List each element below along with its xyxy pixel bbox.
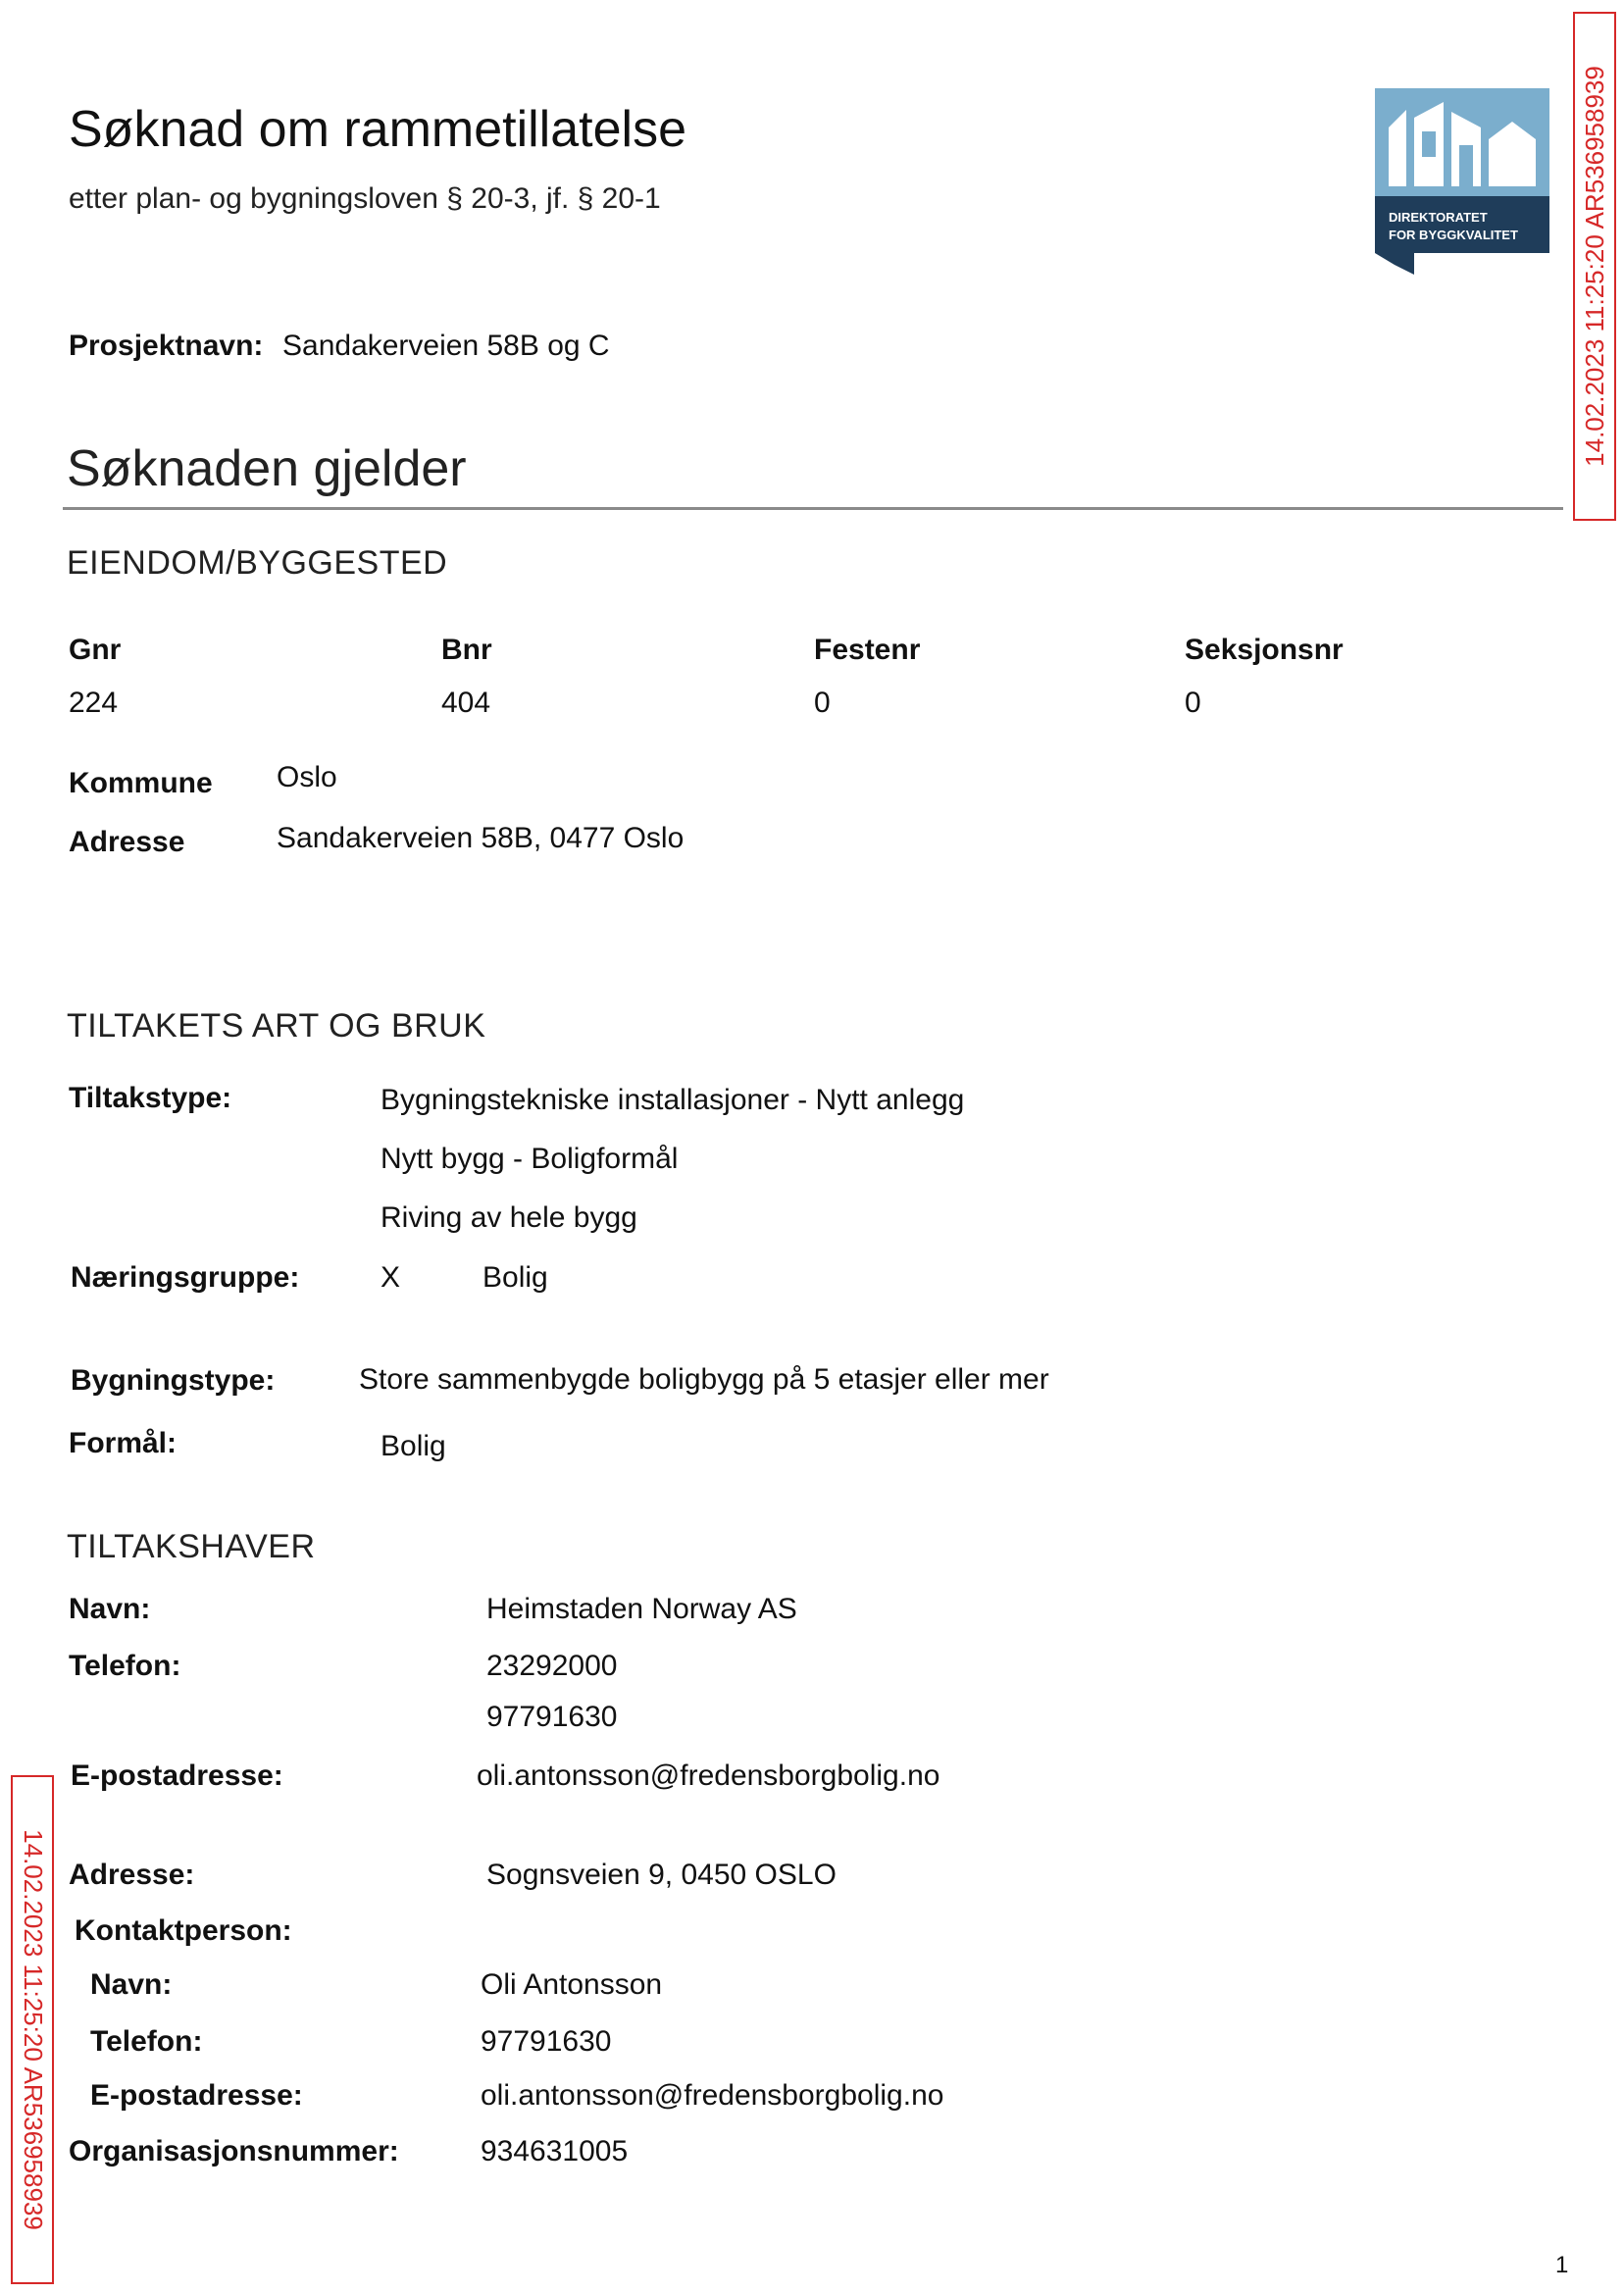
seksjonsnr-label: Seksjonsnr (1185, 634, 1344, 666)
orgnr-label: Organisasjonsnummer: (69, 2135, 399, 2167)
kontakt-telefon-value: 97791630 (481, 2025, 612, 2058)
document-title: Søknad om rammetillatelse (69, 101, 686, 158)
bnr-label: Bnr (441, 634, 492, 666)
telefon-value-1: 23292000 (486, 1650, 618, 1682)
epost-label: E-postadresse: (71, 1759, 283, 1792)
kontakt-epost-label: E-postadresse: (90, 2079, 303, 2112)
logo-line2: FOR BYGGKVALITET (1389, 228, 1518, 242)
tiltakstype-value-3: Riving av hele bygg (381, 1201, 637, 1234)
kommune-label: Kommune (69, 767, 213, 799)
project-value: Sandakerveien 58B og C (282, 330, 610, 362)
epost-value: oli.antonsson@fredensborgbolig.no (477, 1759, 940, 1792)
project-label: Prosjektnavn: (69, 330, 264, 362)
timestamp-stamp-top (1573, 12, 1616, 521)
kontaktperson-label: Kontaktperson: (75, 1914, 292, 1947)
logo-line1: DIREKTORATET (1389, 210, 1488, 225)
dibk-logo (1375, 88, 1549, 275)
tiltakshaver-heading: TILTAKSHAVER (67, 1528, 316, 1565)
telefon-value-2: 97791630 (486, 1701, 618, 1733)
section-heading: Søknaden gjelder (67, 440, 467, 497)
eiendom-heading: EIENDOM/BYGGESTED (67, 544, 448, 582)
adresse-label: Adresse (69, 826, 185, 858)
festenr-label: Festenr (814, 634, 921, 666)
tiltakstype-label: Tiltakstype: (69, 1082, 232, 1114)
bygningstype-label: Bygningstype: (71, 1364, 276, 1397)
gnr-value: 224 (69, 687, 119, 719)
formaal-value: Bolig (381, 1430, 446, 1462)
kontakt-navn-value: Oli Antonsson (481, 1968, 663, 2001)
page-number: 1 (1555, 2252, 1569, 2278)
tiltakstype-value-2: Nytt bygg - Boligformål (381, 1143, 679, 1175)
bnr-value: 404 (441, 687, 491, 719)
telefon-label: Telefon: (69, 1650, 181, 1682)
kontakt-telefon-label: Telefon: (90, 2025, 203, 2058)
seksjonsnr-value: 0 (1185, 687, 1201, 719)
stamp-text: 14.02.2023 11:25:20 AR536958939 (1579, 66, 1609, 467)
tiltakstype-value-1: Bygningstekniske installasjoner - Nytt anlegg (381, 1084, 965, 1116)
dibk-logo-graphic (1375, 88, 1549, 275)
naeringsgruppe-label: Næringsgruppe: (71, 1261, 300, 1294)
th-adresse-label: Adresse: (69, 1859, 195, 1891)
navn-value: Heimstaden Norway AS (486, 1593, 797, 1625)
tiltak-heading: TILTAKETS ART OG BRUK (67, 1007, 486, 1045)
th-adresse-value: Sognsveien 9, 0450 OSLO (486, 1859, 837, 1891)
adresse-value: Sandakerveien 58B, 0477 Oslo (277, 822, 685, 854)
timestamp-stamp-left (11, 1775, 54, 2284)
gnr-label: Gnr (69, 634, 122, 666)
stamp-text: 14.02.2023 11:25:20 AR536958939 (18, 1829, 48, 2230)
kontakt-epost-value: oli.antonsson@fredensborgbolig.no (481, 2079, 944, 2112)
kontakt-navn-label: Navn: (90, 1968, 173, 2001)
formaal-label: Formål: (69, 1427, 178, 1459)
naeringsgruppe-value: Bolig (482, 1261, 548, 1294)
bygningstype-value: Store sammenbygde boligbygg på 5 etasjer eller mer (359, 1363, 1049, 1396)
heading-divider (63, 507, 1563, 510)
festenr-value: 0 (814, 687, 831, 719)
navn-label: Navn: (69, 1593, 151, 1625)
naeringsgruppe-code: X (381, 1261, 401, 1294)
document-subtitle: etter plan- og bygningsloven § 20-3, jf. § 20-1 (69, 182, 661, 215)
kommune-value: Oslo (277, 761, 337, 793)
orgnr-value: 934631005 (481, 2135, 629, 2167)
